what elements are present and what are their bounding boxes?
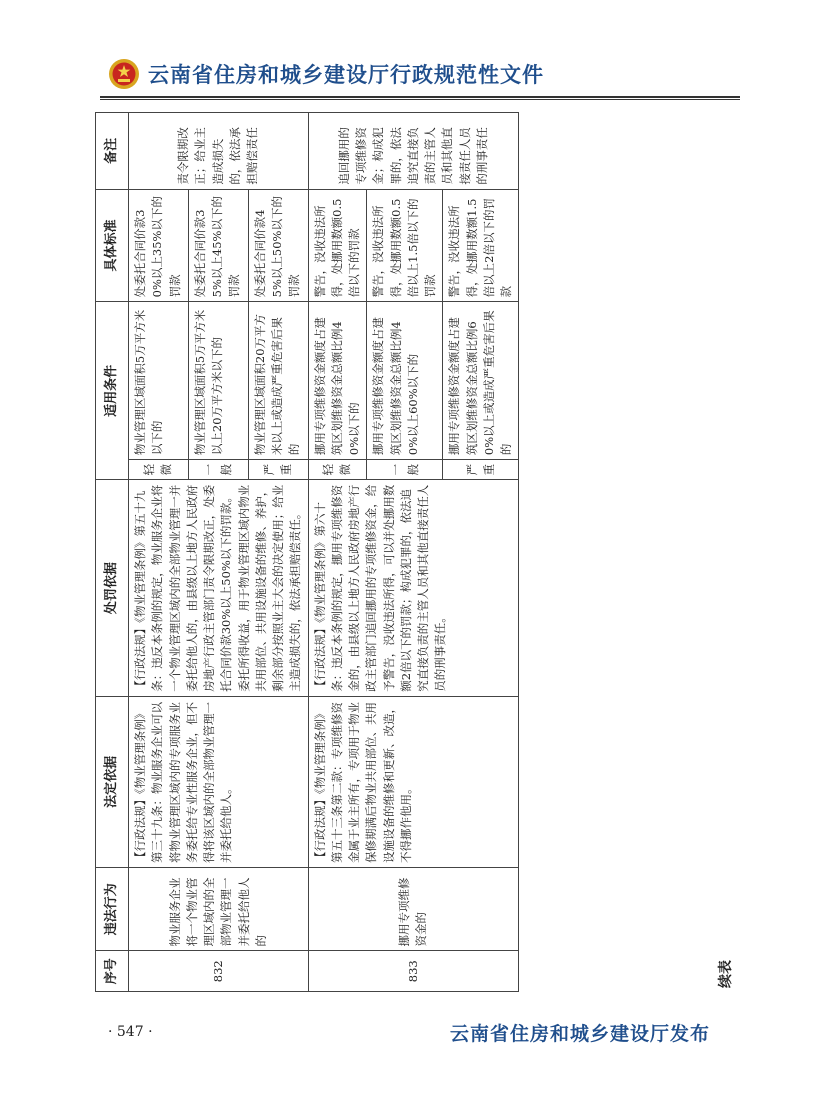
table-row (129, 113, 189, 992)
row-legal-basis: 【行政法规】《物业管理条例》第五十三条第二款：专项维修资金属于业主所有，专项用于物业保修期满后物业共用部位、共用设施设备的维修和更新、改造，不得挪作他用。 (308, 696, 519, 867)
row-remark: 追回挪用的专项维修资金；构成犯罪的，依法追究直接负责的主管人员和其他直接责任人员的刑事责任 (308, 113, 519, 190)
row-level: 严重 (248, 460, 308, 480)
row-level: 一般 (188, 460, 248, 480)
row-act: 物业服务企业将一个物业管理区域内的全部物业管理一并委托给他人的 (129, 868, 309, 951)
row-condition: 挪用专项维修资金额度占建筑区划维修资金总额比例40%以下的 (308, 302, 367, 460)
row-condition: 物业管理区域面积5万平方米以上20万平方米以下的 (188, 302, 248, 460)
row-penalty-basis: 【行政法规】《物业管理条例》第五十九条：违反本条例的规定，物业服务企业将一个物业管理区域内的全部物业管理一并委托给他人的，由县级以上地方人民政府房地产行政主管部门责令限期改正，处委托合同价款30%以上50%以下的罚款。委托所得收益，用于物业管理区域内物业共用部位、共用设施设备的维修、养护，剩余部分按照业主大会的决定使用；给业主造成损失的，依法承担赔偿责任。 (129, 480, 309, 696)
penalty-standards-table (95, 112, 519, 992)
header-rule-thin (100, 99, 740, 100)
page-header (108, 56, 544, 92)
document-header-title: 云南省住房和城乡建设厅行政规范性文件 (148, 63, 544, 87)
rotated-table-area (95, 112, 745, 992)
row-level: 轻微 (308, 460, 367, 480)
col-act: 违法行为 (96, 868, 129, 951)
col-condition: 适用条件 (96, 302, 129, 480)
col-penalty-basis: 处罚依据 (96, 480, 129, 696)
row-condition: 物业管理区域面积20万平方米以上或造成严重危害后果的 (248, 302, 308, 460)
row-legal-basis: 【行政法规】《物业管理条例》第三十九条：物业服务企业可以将物业管理区域内的专项服务业务委托给专业性服务企业，但不得将该区域内的全部物业管理一并委托给他人。 (129, 696, 309, 867)
col-legal-basis: 法定依据 (96, 696, 129, 867)
row-condition: 挪用专项维修资金额度占建筑区划维修资金总额比例60%以上或造成严重危害后果的 (443, 302, 519, 460)
row-level: 轻微 (129, 460, 189, 480)
row-seq: 832 (129, 951, 309, 992)
row-penalty-basis: 【行政法规】《物业管理条例》第六十条：违反本条例的规定，挪用专项维修资金的，由县级以上地方人民政府房地产行政主管部门追回挪用的专项维修资金，给予警告，没收违法所得，可以并处挪用数额2倍以下的罚款；构成犯罪的，依法追究直接负责的主管人员和其他直接责任人员的刑事责任。 (308, 480, 519, 696)
row-level: 严重 (443, 460, 519, 480)
publisher-footer: 云南省住房和城乡建设厅发布 (449, 1023, 710, 1045)
row-standard: 警告，没收违法所得，处挪用数额0.5倍以上1.5倍以下的罚款 (367, 189, 443, 302)
row-standard: 警告，没收违法所得，处挪用数额1.5倍以上2倍以下的罚款 (443, 189, 519, 302)
table-row (308, 113, 367, 992)
row-condition: 物业管理区域面积5万平方米以下的 (129, 302, 189, 460)
row-standard: 处委托合同价款45%以上50%以下的罚款 (248, 189, 308, 302)
row-remark: 责令限期改正；给业主造成损失的，依法承担赔偿责任 (129, 113, 309, 190)
header-rule (100, 96, 740, 98)
row-act: 挪用专项维修资金的 (308, 868, 519, 951)
col-standard: 具体标准 (96, 189, 129, 302)
row-level: 一般 (367, 460, 443, 480)
page-number: · 547 · (108, 1024, 153, 1040)
national-emblem-icon (108, 58, 140, 90)
row-standard: 处委托合同价款30%以上35%以下的罚款 (129, 189, 189, 302)
row-condition: 挪用专项维修资金额度占建筑区划维修资金总额比例40%以上60%以下的 (367, 302, 443, 460)
row-standard: 警告，没收违法所得，处挪用数额0.5倍以下的罚款 (308, 189, 367, 302)
row-standard: 处委托合同价款35%以上45%以下的罚款 (188, 189, 248, 302)
row-seq: 833 (308, 951, 519, 992)
continued-table-label: 续表 (718, 960, 734, 988)
col-seq: 序号 (96, 951, 129, 992)
col-remark: 备注 (96, 113, 129, 190)
table-header-row (96, 113, 129, 992)
